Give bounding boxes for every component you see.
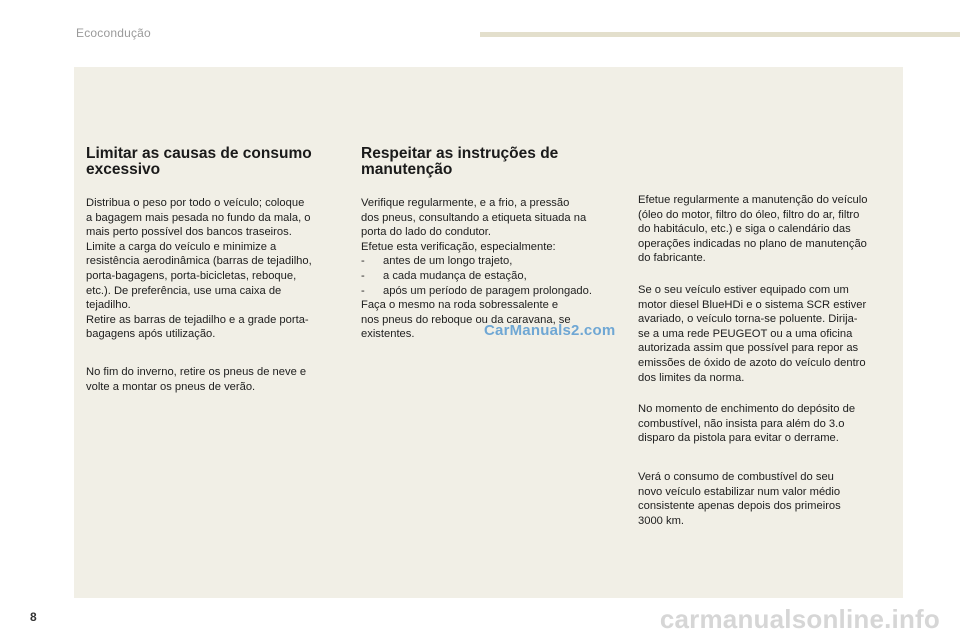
page-number: 8: [30, 610, 37, 624]
paragraph-weight: Distribua o peso por todo o veículo; coloque a bagagem mais pesada no fundo da mala, o mais perto possível dos bancos traseiros. Limite a carga do veículo e minimize a resistência aerodinâmica (barras de tejadilho, porta-bagagens, porta-bicicletas, reboque, etc.). De preferência, use uma caixa de tejadilho. Retire as barras de tejadilho e a grade porta- bagagens após utilização.: [86, 197, 312, 341]
carmanuals-watermark: CarManuals2.com: [484, 322, 616, 339]
paragraph-tyre-pressure: Verifique regularmente, e a frio, a pressão dos pneus, consultando a etiqueta situada na porta do lado do condutor. Efetue esta verificação, especialmente:: [361, 197, 587, 253]
paragraph-bluehdi: Se o seu veículo estiver equipado com um motor diesel BlueHDi e o sistema SCR estiver avariado, o veículo torna-se poluente. Dirija- se a uma rede PEUGEOT ou a uma oficina autorizada assim que possível para repor as emissões de óxido de azoto do veículo dentro dos limites da norma.: [638, 283, 867, 384]
section-title-consumption: Limitar as causas de consumo excessivo: [86, 145, 312, 178]
section-title-maintenance: Respeitar as instruções de manutenção: [361, 145, 559, 178]
header-rule: [480, 32, 960, 37]
paragraph-winter-tyres: No fim do inverno, retire os pneus de neve e volte a montar os pneus de verão.: [86, 365, 307, 393]
paragraph-spare-wheel: Faça o mesmo na roda sobressalente e nos pneus do reboque ou da caravana, se existentes.: [361, 299, 571, 341]
column-maintenance: [361, 146, 623, 342]
paragraph-service-schedule: Efetue regularmente a manutenção do veículo (óleo do motor, filtro do óleo, filtro do ar, filtro do habitáculo, etc.) e siga o calendário das operações indicadas no plano de manutenção do fabricante.: [638, 194, 868, 265]
checklist: [361, 254, 623, 298]
paragraph-fuel-consumption: Verá o consumo de combustível do seu novo veículo estabilizar num valor médio consistente apenas depois dos primeiros 3000 km.: [638, 470, 841, 527]
list-item: - após um período de paragem prolongado.: [361, 284, 592, 297]
column-maintenance-continued: [638, 193, 900, 528]
list-item: - antes de um longo trajeto,: [361, 255, 513, 268]
paragraph-refuelling: No momento de enchimento do depósito de combustível, não insista para além do 3.o disparo da pistola para evitar o derrame.: [638, 403, 856, 445]
list-item: - a cada mudança de estação,: [361, 269, 527, 282]
page-header-title: Ecocondução: [76, 26, 151, 40]
footer-watermark: carmanualsonline.info: [659, 604, 940, 634]
column-eco-consumption: [86, 146, 348, 394]
